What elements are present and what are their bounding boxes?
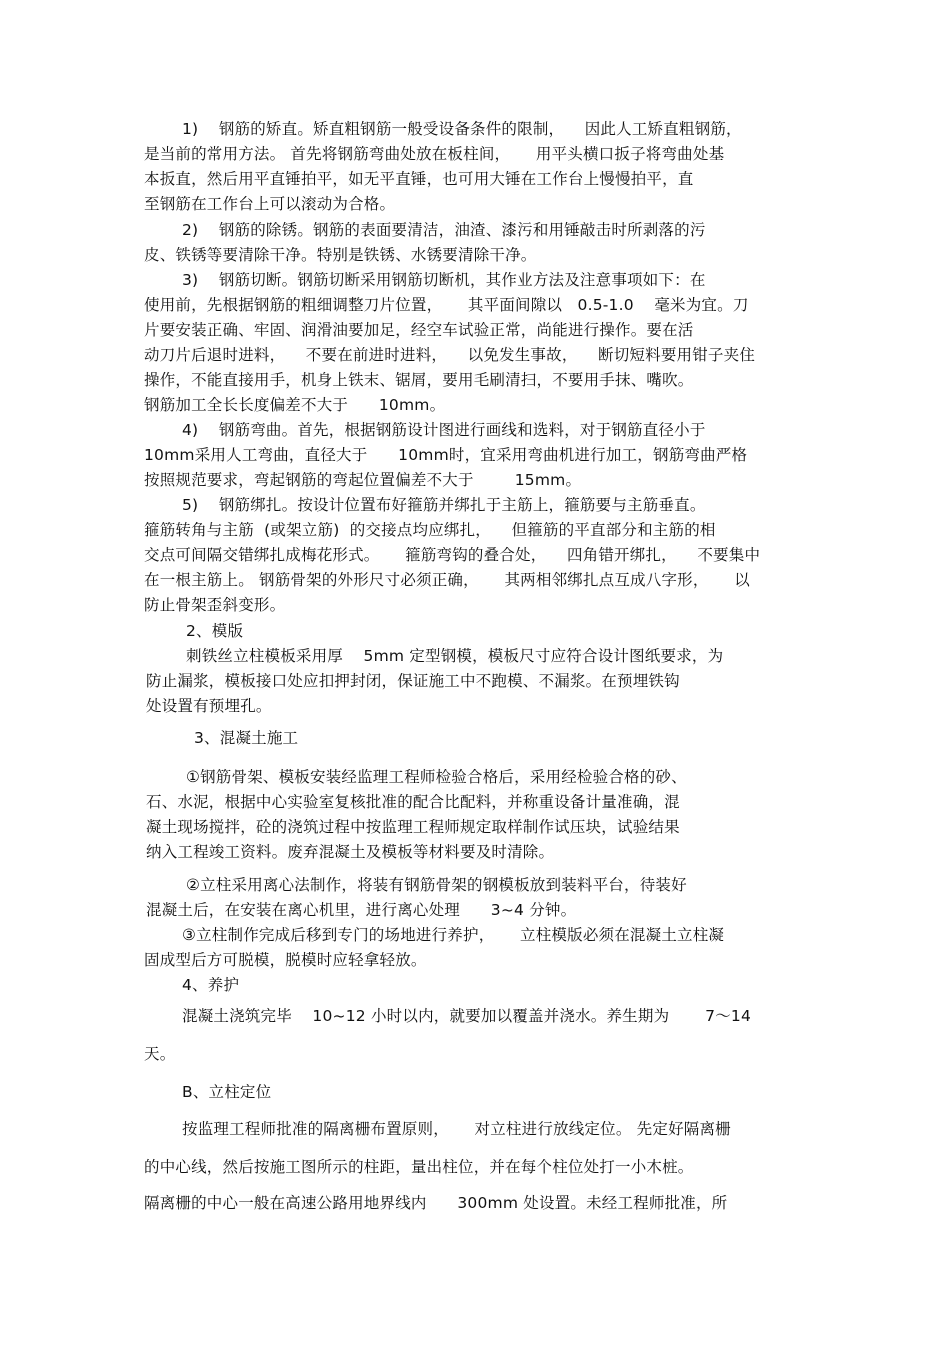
text-line: 动刀片后退时进料， 不要在前进时进料， 以免发生事故， 断切短料要用钳子夹住 [144,346,756,364]
text-line: 按照规范要求，弯起钢筋的弯起位置偏差不大于 15mm。 [144,471,582,489]
text-line: 刺铁丝立柱模板采用厚 5mm 定型钢模，模板尺寸应符合设计图纸要求，为 [186,647,724,665]
text-line: 按监理工程师批准的隔离栅布置原则， 对立柱进行放线定位。 先定好隔离栅 [182,1120,731,1138]
text-line: 10mm采用人工弯曲，直径大于 10mm时，宜采用弯曲机进行加工，钢筋弯曲严格 [144,446,748,464]
text-line: ②立柱采用离心法制作，将装有钢筋骨架的钢模板放到装料平台，待装好 [186,876,687,894]
text-line: 隔离栅的中心一般在高速公路用地界线内 300mm 处设置。未经工程师批准，所 [144,1194,728,1212]
text-line: 使用前，先根据钢筋的粗细调整刀片位置， 其平面间隙以 0.5-1.0 毫米为宜。刀 [144,296,749,314]
text-line: 防止骨架歪斜变形。 [144,596,286,614]
text-line: 混凝土浇筑完毕 10~12 小时以内，就要加以覆盖并浇水。养生期为 7～14 [182,1007,752,1025]
text-line: 固成型后方可脱模，脱模时应轻拿轻放。 [144,951,427,969]
text-line: 凝土现场搅拌，砼的浇筑过程中按监理工程师规定取样制作试压块，试验结果 [146,818,680,836]
text-line: 纳入工程竣工资料。废弃混凝土及模板等材料要及时清除。 [146,843,555,861]
text-line: 箍筋转角与主筋 (或架立筋) 的交接点均应绑扎， 但箍筋的平直部分和主筋的相 [144,521,716,539]
section-heading: B、立柱定位 [182,1083,272,1101]
text-line: 5) 钢筋绑扎。按设计位置布好箍筋并绑扎于主筋上，箍筋要与主筋垂直。 [182,496,706,514]
text-line: 交点可间隔交错绑扎成梅花形式。 箍筋弯钩的叠合处， 四角错开绑扎， 不要集中 [144,546,761,564]
text-line: 是当前的常用方法。 首先将钢筋弯曲处放在板柱间， 用平头横口扳子将弯曲处基 [144,145,725,163]
text-line: 的中心线，然后按施工图所示的柱距，量出柱位，并在每个柱位处打一小木桩。 [144,1158,694,1176]
text-line: ①钢筋骨架、模板安装经监理工程师检验合格后，采用经检验合格的砂、 [186,768,687,786]
text-line: 皮、铁锈等要清除干净。特别是铁锈、水锈要清除干净。 [144,246,537,264]
section-heading: 4、养护 [182,976,240,994]
text-line: 混凝土后，在安装在离心机里，进行离心处理 3~4 分钟。 [146,901,577,919]
text-line: 防止漏浆，模板接口处应扣押封闭，保证施工中不跑模、不漏浆。在预埋铁钩 [146,672,680,690]
text-line: 片要安装正确、牢固、润滑油要加足，经空车试验正常，尚能进行操作。要在活 [144,321,694,339]
text-line: 处设置有预埋孔。 [146,697,272,715]
text-line: 3) 钢筋切断。钢筋切断采用钢筋切断机，其作业方法及注意事项如下：在 [182,271,706,289]
text-line: 在一根主筋上。 钢筋骨架的外形尺寸必须正确， 其两相邻绑扎点互成八字形， 以 [144,571,750,589]
text-line: 本扳直，然后用平直锤拍平，如无平直锤，也可用大锤在工作台上慢慢拍平，直 [144,170,694,188]
section-heading: 2、模版 [186,622,244,640]
text-line: 4) 钢筋弯曲。首先，根据钢筋设计图进行画线和选料，对于钢筋直径小于 [182,421,706,439]
text-line: 1) 钢筋的矫直。矫直粗钢筋一般受设备条件的限制， 因此人工矫直粗钢筋， [182,120,742,138]
text-line: 2) 钢筋的除锈。钢筋的表面要清洁，油渣、漆污和用锤敲击时所剥落的污 [182,221,706,239]
text-line: ③立柱制作完成后移到专门的场地进行养护， 立柱模版必须在混凝土立柱凝 [182,926,725,944]
text-line: 天。 [144,1045,176,1063]
text-line: 至钢筋在工作台上可以滚动为合格。 [144,195,396,213]
section-heading: 3、混凝土施工 [194,729,299,747]
text-line: 钢筋加工全长长度偏差不大于 10mm。 [144,396,446,414]
text-line: 石、水泥，根据中心实验室复核批准的配合比配料，并称重设备计量准确，混 [146,793,680,811]
text-line: 操作，不能直接用手，机身上铁末、锯屑，要用毛刷清扫，不要用手抹、嘴吹。 [144,371,694,389]
